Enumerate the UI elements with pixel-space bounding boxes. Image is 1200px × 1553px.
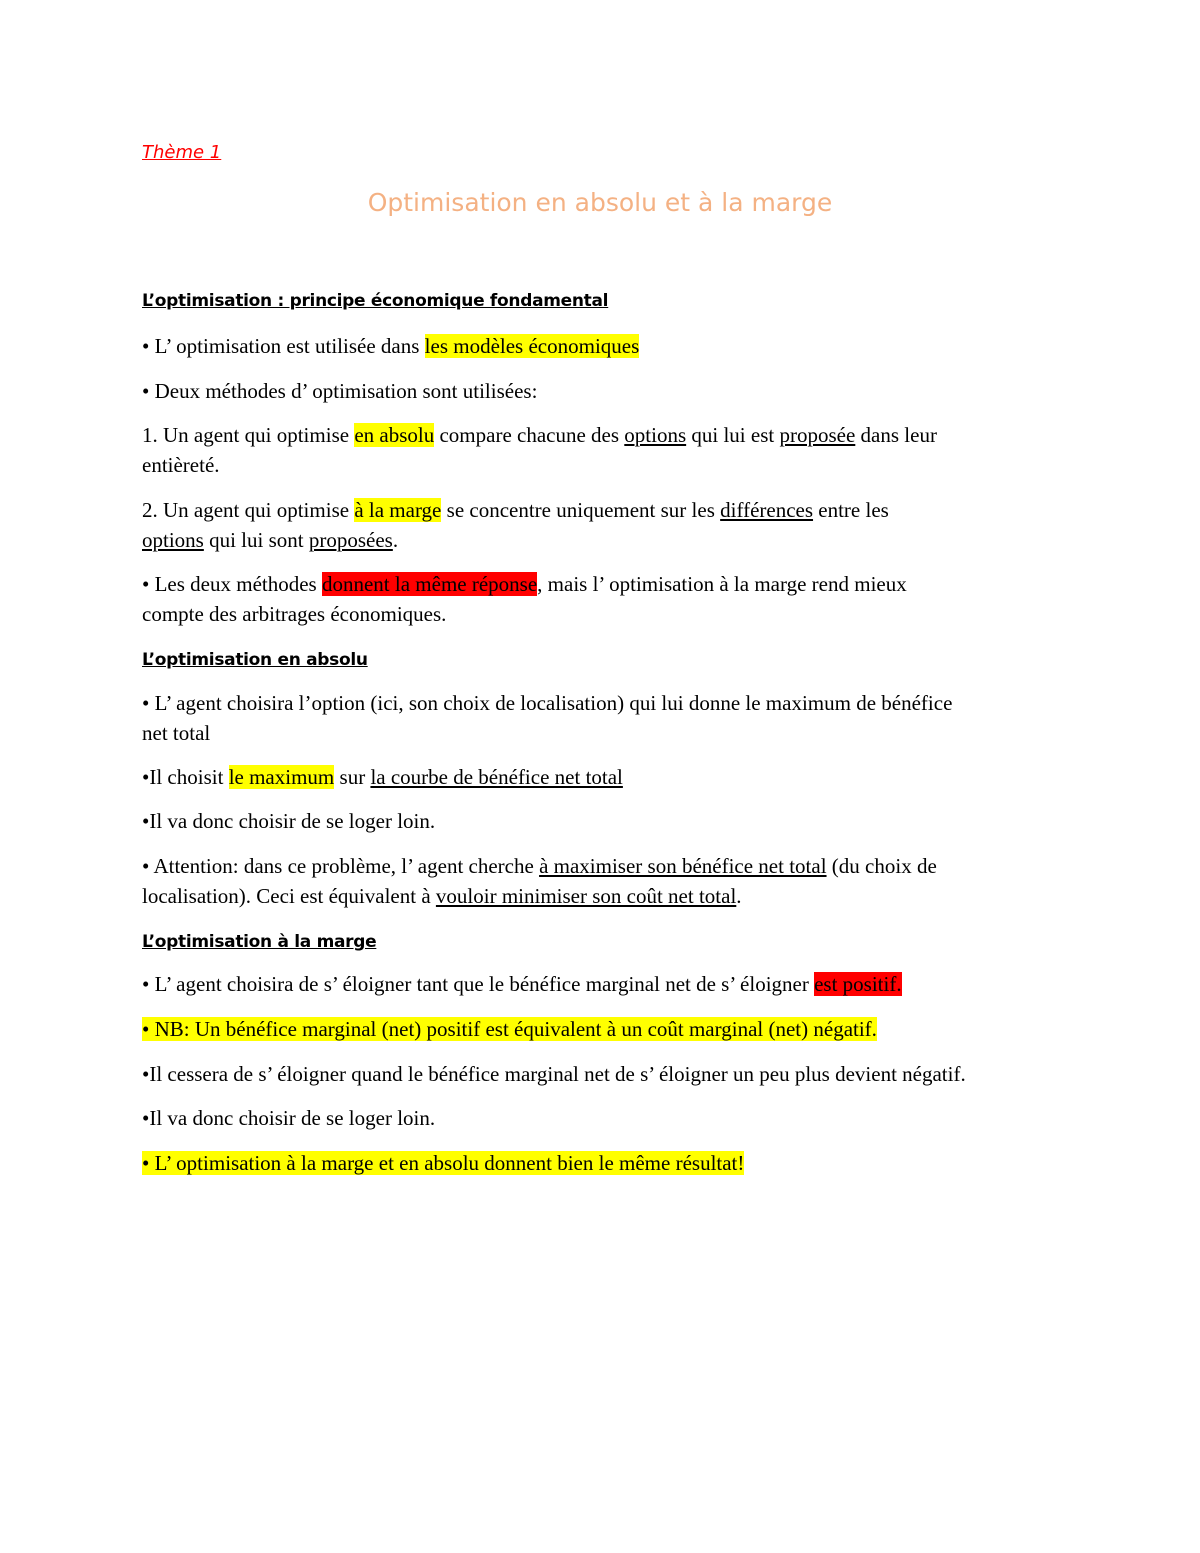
- paragraph-live-far: •Il va donc choisir de se loger loin.: [142, 809, 436, 833]
- paragraph-choose-max: •Il choisit le maximum sur la courbe de bénéfice net total: [142, 765, 623, 789]
- underlined-text: vouloir minimiser son coût net total: [435, 884, 737, 908]
- paragraph-method-1-line2: entièreté.: [142, 453, 220, 477]
- highlight-yellow: le maximum: [228, 765, 335, 789]
- underlined-text: options: [624, 423, 687, 447]
- underlined-text: options: [142, 528, 204, 552]
- paragraph-method-2-line2: options qui lui sont proposées.: [142, 528, 399, 552]
- paragraph-conclusion: [142, 1148, 744, 1178]
- highlight-yellow: en absolu: [354, 423, 435, 447]
- paragraph-agent-choice-line2: net total: [142, 721, 211, 745]
- paragraph-two-methods: • Deux méthodes d’ optimisation sont utilisées:: [142, 379, 538, 403]
- paragraph-move-away: • L’ agent choisira de s’ éloigner tant que le bénéfice marginal net de s’ éloigner est positif.: [142, 972, 902, 996]
- highlight-red: donnent la même réponse: [321, 572, 538, 596]
- paragraph-same-answer: • Les deux méthodes donnent la même réponse, mais l’ optimisation à la marge rend mieux: [142, 572, 907, 596]
- section-heading-margin: L’optimisation à la marge: [142, 932, 377, 952]
- underlined-text: proposées: [308, 528, 393, 552]
- highlight-yellow: à la marge: [354, 498, 442, 522]
- paragraph-live-far-2: •Il va donc choisir de se loger loin.: [142, 1106, 436, 1130]
- theme-label: Thème 1: [142, 142, 222, 163]
- section-heading-absolute: L’optimisation en absolu: [142, 650, 368, 670]
- paragraph-nb: [142, 1014, 877, 1044]
- section-heading-principle: L’optimisation : principe économique fondamental: [142, 291, 609, 311]
- underlined-text: la courbe de bénéfice net total: [370, 765, 623, 789]
- paragraph-attention: • Attention: dans ce problème, l’ agent cherche à maximiser son bénéfice net total (du choix de: [142, 854, 937, 878]
- underlined-text: proposée: [779, 423, 856, 447]
- page-title: Optimisation en absolu et à la marge: [367, 188, 833, 217]
- highlight-yellow: • L’ optimisation à la marge et en absolu donnent bien le même résultat!: [142, 1151, 745, 1175]
- highlight-yellow: • NB: Un bénéfice marginal (net) positif est équivalent à un coût marginal (net) négatif.: [142, 1017, 877, 1041]
- paragraph-attention-line2: localisation). Ceci est équivalent à vouloir minimiser son coût net total.: [142, 884, 742, 908]
- highlight-yellow: les modèles économiques: [424, 334, 640, 358]
- underlined-text: à maximiser son bénéfice net total: [539, 854, 827, 878]
- underlined-text: différences: [720, 498, 814, 522]
- paragraph-agent-choice: • L’ agent choisira l’option (ici, son choix de localisation) qui lui donne le maximum de bénéfice: [142, 691, 953, 715]
- paragraph-stop: •Il cessera de s’ éloigner quand le bénéfice marginal net de s’ éloigner un peu plus devient négatif.: [142, 1062, 966, 1086]
- paragraph-method-2: 2. Un agent qui optimise à la marge se concentre uniquement sur les différences entre les: [142, 498, 889, 522]
- paragraph-same-answer-line2: compte des arbitrages économiques.: [142, 602, 447, 626]
- highlight-red: est positif.: [814, 972, 902, 996]
- paragraph-models: • L’ optimisation est utilisée dans les modèles économiques: [142, 334, 640, 358]
- paragraph-method-1: 1. Un agent qui optimise en absolu compare chacune des options qui lui est proposée dans leur: [142, 423, 937, 447]
